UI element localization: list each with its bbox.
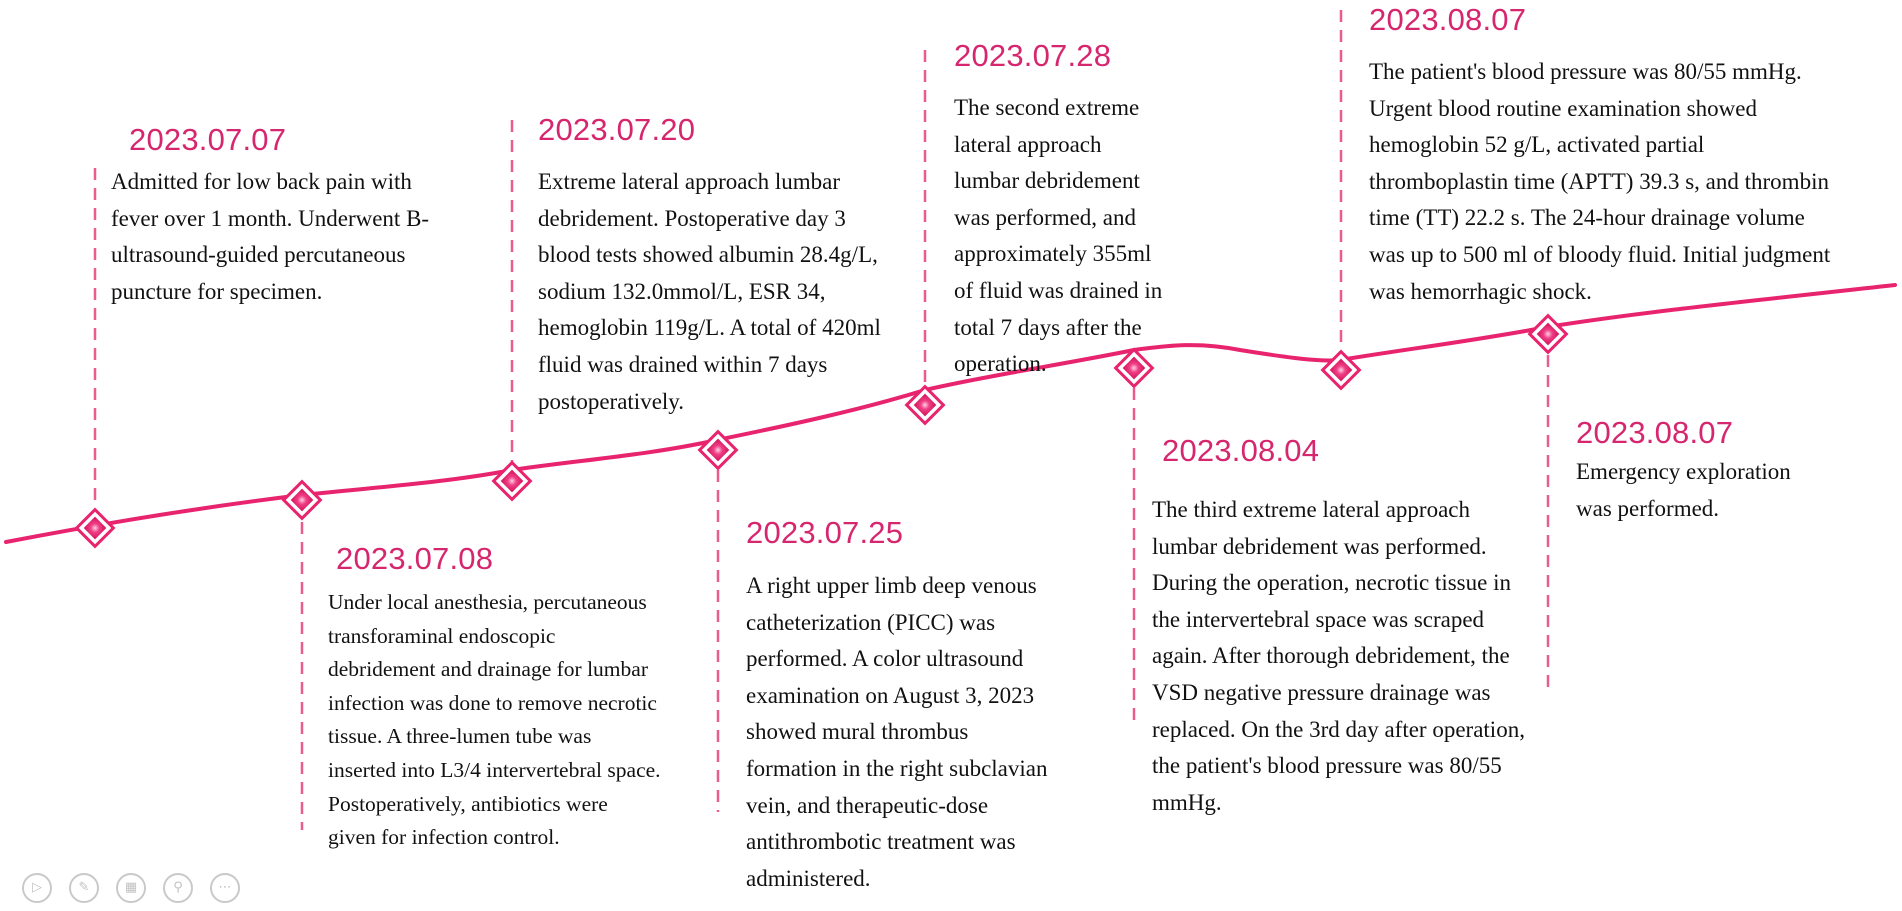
event-description-line: was performed, and	[954, 204, 1137, 230]
event-description-line: sodium 132.0mmol/L, ESR 34,	[538, 278, 826, 304]
event-description-line: fever over 1 month. Underwent B-	[111, 205, 430, 231]
event-description-line: fluid was drained within 7 days	[538, 351, 828, 377]
event-description-line: operation.	[954, 351, 1047, 377]
event-description-line: infection was done to remove necrotic	[328, 690, 657, 715]
event-description-line: antithrombotic treatment was	[746, 829, 1016, 855]
event-date-5: 2023.07.28	[954, 38, 1112, 73]
event-description-line: transforaminal endoscopic	[328, 623, 556, 648]
event-description-8	[1576, 454, 1791, 527]
event-description-line: again. After thorough debridement, the	[1152, 643, 1510, 669]
event-description-line: lateral approach	[954, 131, 1102, 157]
event-description-line: lumbar debridement	[954, 168, 1140, 194]
event-description-line: Emergency exploration	[1576, 459, 1791, 484]
event-description-2	[328, 586, 661, 855]
event-description-line: VSD negative pressure drainage was	[1152, 679, 1491, 705]
event-description-line: performed. A color ultrasound	[746, 646, 1024, 672]
event-description-6	[1152, 492, 1525, 821]
event-description-line: hemoglobin 52 g/L, activated partial	[1369, 132, 1705, 158]
event-description-line: hemoglobin 119g/L. A total of 420ml	[538, 315, 881, 341]
slides-grid-icon[interactable]: ▦	[116, 873, 146, 903]
event-description-7	[1369, 54, 1830, 310]
event-description-line: was performed.	[1576, 495, 1720, 521]
event-description-5	[954, 90, 1162, 383]
event-description-line: mmHg.	[1152, 789, 1222, 815]
event-marker-1	[77, 510, 114, 547]
event-description-line: vein, and therapeutic-dose	[746, 792, 989, 818]
event-description-line: postoperatively.	[538, 388, 685, 414]
event-description-line: blood tests showed albumin 28.4g/L,	[538, 242, 878, 268]
zoom-icon[interactable]: ⚲	[163, 873, 193, 903]
event-date-3: 2023.07.20	[538, 112, 696, 147]
event-description-line: The second extreme	[954, 95, 1140, 120]
event-description-line: administered.	[746, 865, 871, 891]
event-description-line: approximately 355ml	[954, 241, 1152, 267]
event-date-8: 2023.08.07	[1576, 415, 1734, 450]
event-description-line: inserted into L3/4 intervertebral space.	[328, 757, 661, 782]
event-description-line: The third extreme lateral approach	[1152, 497, 1471, 522]
event-description-line: examination on August 3, 2023	[746, 682, 1035, 708]
event-description-line: total 7 days after the	[954, 314, 1142, 340]
event-description-1	[111, 164, 429, 310]
event-description-line: Extreme lateral approach lumbar	[538, 169, 841, 194]
pen-icon[interactable]: ✎	[69, 873, 99, 903]
event-date-2: 2023.07.08	[336, 541, 494, 576]
event-description-line: Under local anesthesia, percutaneous	[328, 590, 647, 614]
event-description-line: was hemorrhagic shock.	[1369, 278, 1592, 304]
event-description-line: During the operation, necrotic tissue in	[1152, 570, 1511, 596]
event-date-7: 2023.08.07	[1369, 2, 1527, 37]
event-description-4	[746, 568, 1047, 897]
play-icon[interactable]: ▷	[22, 873, 52, 903]
event-description-line: was up to 500 ml of bloody fluid. Initial judgment	[1369, 241, 1831, 267]
event-description-line: tissue. A three-lumen tube was	[328, 724, 592, 749]
event-date-1: 2023.07.07	[129, 122, 287, 157]
event-description-line: ultrasound-guided percutaneous	[111, 242, 406, 268]
event-description-line: catheterization (PICC) was	[746, 609, 996, 635]
event-description-line: thromboplastin time (APTT) 39.3 s, and thrombin	[1369, 168, 1829, 194]
event-marker-2	[284, 482, 321, 519]
event-description-line: replaced. On the 3rd day after operation,	[1152, 716, 1525, 742]
event-description-line: showed mural thrombus	[746, 719, 969, 745]
event-description-line: Postoperatively, antibiotics were	[328, 791, 608, 816]
event-description-line: Admitted for low back pain with	[111, 169, 412, 194]
event-description-line: formation in the right subclavian	[746, 755, 1048, 781]
event-description-line: lumbar debridement was performed.	[1152, 533, 1487, 559]
event-description-line: debridement and drainage for lumbar	[328, 657, 648, 682]
event-description-line: the patient's blood pressure was 80/55	[1152, 753, 1502, 779]
event-description-line: puncture for specimen.	[111, 278, 323, 304]
event-marker-8	[1530, 316, 1567, 353]
event-description-line: debridement. Postoperative day 3	[538, 205, 846, 231]
event-description-line: given for infection control.	[328, 825, 560, 850]
event-description-line: of fluid was drained in	[954, 277, 1163, 303]
event-description-line: time (TT) 22.2 s. The 24-hour drainage volume	[1369, 205, 1805, 231]
event-description-line: A right upper limb deep venous	[746, 573, 1037, 598]
event-description-3	[538, 164, 881, 420]
event-description-line: The patient's blood pressure was 80/55 mmHg.	[1369, 59, 1802, 84]
event-description-line: the intervertebral space was scraped	[1152, 606, 1485, 632]
event-description-line: Urgent blood routine examination showed	[1369, 95, 1757, 121]
event-date-4: 2023.07.25	[746, 515, 904, 550]
more-icon[interactable]: ⋯	[210, 873, 240, 903]
event-date-6: 2023.08.04	[1162, 433, 1320, 468]
